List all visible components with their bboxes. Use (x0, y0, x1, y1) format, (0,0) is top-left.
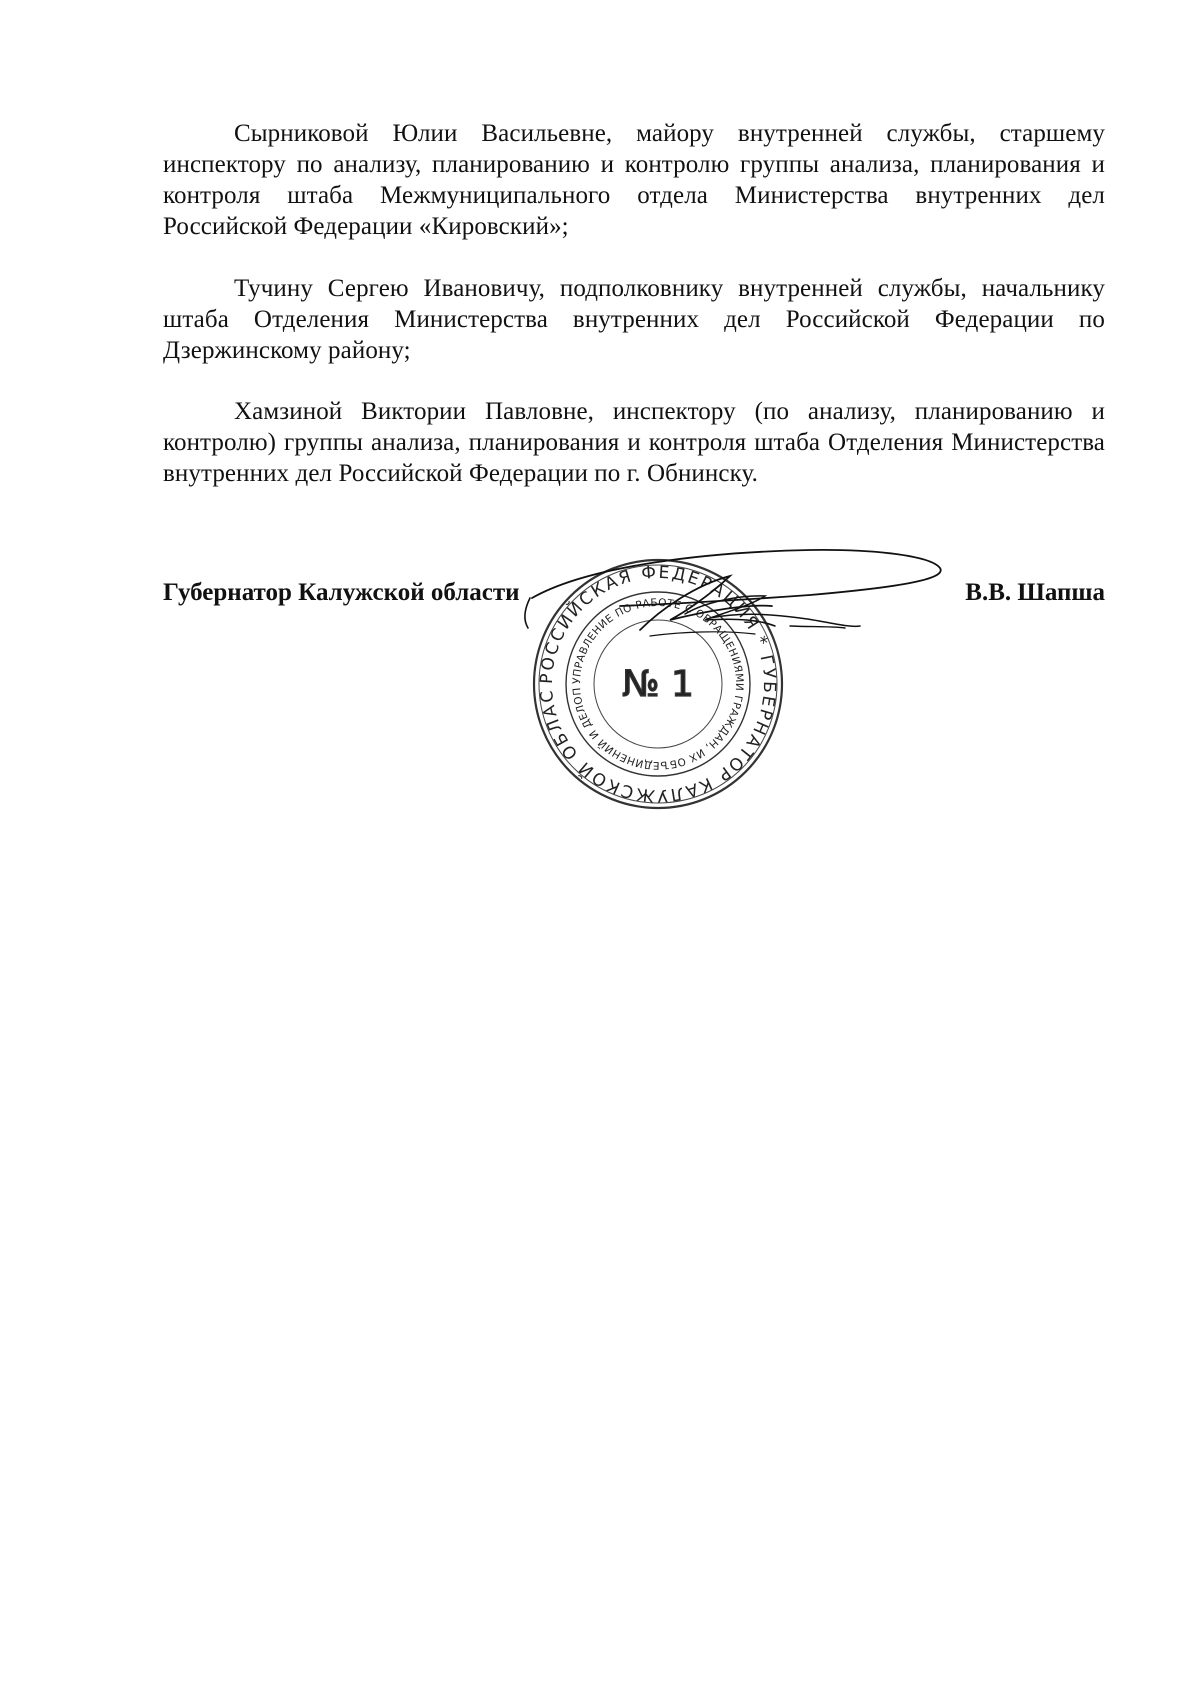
signatory-title: Губернатор Калужской области (163, 579, 520, 606)
paragraph-syrnikova: Сырниковой Юлии Васильевне, майору внутренней службы, старшему инспектору по анализу, планированию и контролю группы анализа, планирования и контроля штаба Межмуниципального отдела Министерства внутренних дел Российской Федерации «Кировский»; (163, 120, 1105, 240)
paragraph-tuchin: Тучину Сергею Ивановичу, подполковнику внутренней службы, начальнику штаба Отделения Министерства внутренних дел Российской Федерации по Дзержинскому району; (163, 275, 1105, 364)
stamp-inner-ring-text: УПРАВЛЕНИЕ ПО РАБОТЕ С ОБРАЩЕНИЯМИ ГРАЖДАН, ИХ ОБЪЕДИНЕНИЙ И ДЕЛОП (570, 596, 746, 772)
signatory-name: В.В. Шапша (965, 579, 1105, 606)
handwritten-signature (510, 540, 950, 670)
stamp-number: № 1 (622, 664, 694, 705)
signature-scribble-icon (510, 540, 950, 670)
stamp-outer-ring-text: РОССИЙСКАЯ ФЕДЕРАЦИЯ * ГУБЕРНАТОР КАЛУЖСКОЙ ОБЛАС (536, 562, 780, 806)
paragraph-khamzina: Хамзиной Виктории Павловне, инспектору (по анализу, планированию и контролю) группы анализа, планирования и контроля штаба Отделения Министерства внутренних дел Российской Федерации по г. Обнинску. (163, 398, 1105, 487)
